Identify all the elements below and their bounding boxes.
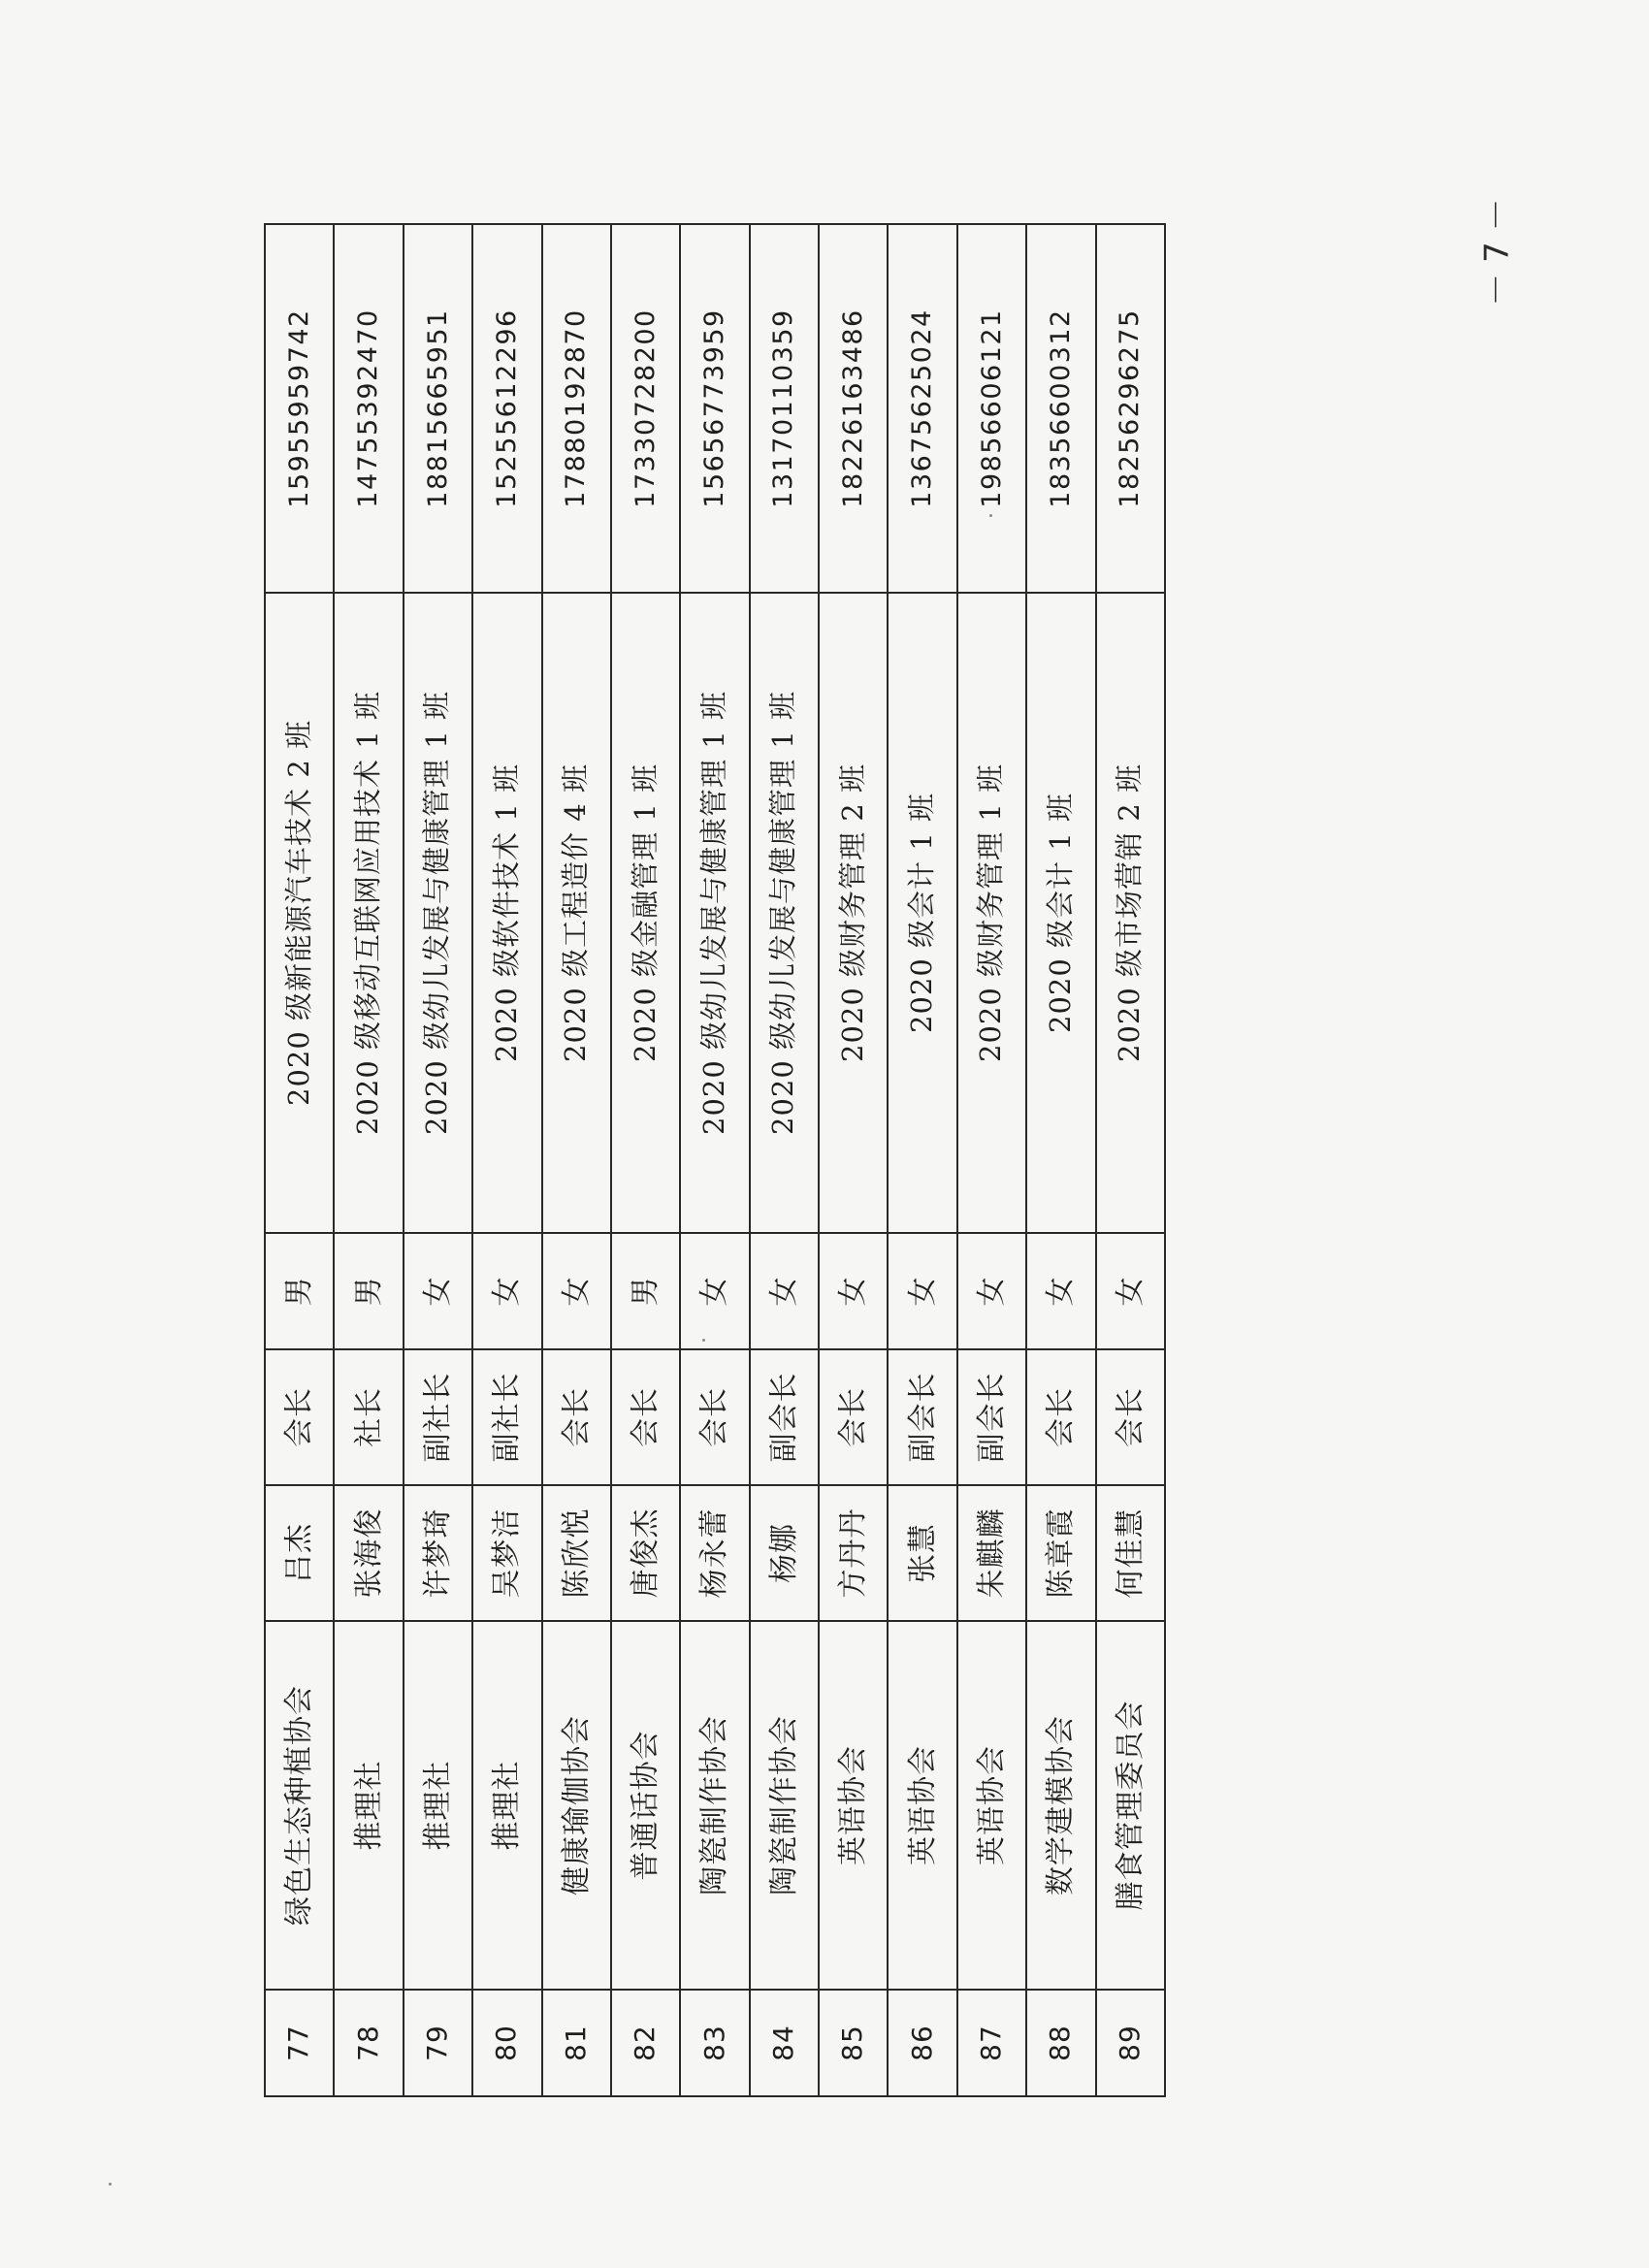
table-row bbox=[542, 224, 611, 2096]
member-position: 副社长 bbox=[472, 1349, 541, 1485]
member-phone: 13170110359 bbox=[750, 224, 819, 593]
table-row bbox=[888, 224, 956, 2096]
member-position: 会长 bbox=[611, 1349, 680, 1485]
member-name: 陈欣悦 bbox=[542, 1485, 611, 1621]
member-position: 副社长 bbox=[404, 1349, 472, 1485]
member-position: 会长 bbox=[680, 1349, 749, 1485]
table-row bbox=[957, 224, 1026, 2096]
member-name: 方丹丹 bbox=[819, 1485, 888, 1621]
member-gender: 女 bbox=[680, 1233, 749, 1349]
member-phone: 15255612296 bbox=[472, 224, 541, 593]
member-gender: 女 bbox=[542, 1233, 611, 1349]
club-name: 普通话协会 bbox=[611, 1621, 680, 1990]
row-number: 77 bbox=[265, 1990, 334, 2096]
member-position: 会长 bbox=[265, 1349, 334, 1485]
roster-table-rotated bbox=[264, 225, 1166, 2097]
member-position: 会长 bbox=[819, 1349, 888, 1485]
member-gender: 女 bbox=[1096, 1233, 1166, 1349]
row-number: 78 bbox=[334, 1990, 403, 2096]
member-phone: 17880192870 bbox=[542, 224, 611, 593]
table-row bbox=[472, 224, 541, 2096]
club-name: 陶瓷制作协会 bbox=[680, 1621, 749, 1990]
row-number: 81 bbox=[542, 1990, 611, 2096]
table-row bbox=[265, 224, 334, 2096]
member-position: 副会长 bbox=[750, 1349, 819, 1485]
member-name: 陈章霞 bbox=[1026, 1485, 1095, 1621]
scan-speck bbox=[702, 1339, 705, 1342]
table-row bbox=[404, 224, 472, 2096]
member-class: 2020 级市场营销 2 班 bbox=[1096, 593, 1166, 1233]
member-phone: 18356600312 bbox=[1026, 224, 1095, 593]
member-position: 会长 bbox=[542, 1349, 611, 1485]
page-number: － 7 － bbox=[1477, 198, 1517, 307]
member-class: 2020 级财务管理 2 班 bbox=[819, 593, 888, 1233]
row-number: 83 bbox=[680, 1990, 749, 2096]
table-row bbox=[750, 224, 819, 2096]
club-name: 推理社 bbox=[472, 1621, 541, 1990]
row-number: 80 bbox=[472, 1990, 541, 2096]
club-name: 陶瓷制作协会 bbox=[750, 1621, 819, 1990]
member-gender: 男 bbox=[265, 1233, 334, 1349]
roster-table-body bbox=[265, 224, 1165, 2096]
member-class: 2020 级软件技术 1 班 bbox=[472, 593, 541, 1233]
member-name: 张海俊 bbox=[334, 1485, 403, 1621]
member-gender: 女 bbox=[404, 1233, 472, 1349]
row-number: 82 bbox=[611, 1990, 680, 2096]
club-name: 推理社 bbox=[404, 1621, 472, 1990]
table-row bbox=[334, 224, 403, 2096]
member-gender: 女 bbox=[1026, 1233, 1095, 1349]
club-name: 绿色生态种植协会 bbox=[265, 1621, 334, 1990]
member-name: 许梦琦 bbox=[404, 1485, 472, 1621]
table-row bbox=[680, 224, 749, 2096]
club-name: 推理社 bbox=[334, 1621, 403, 1990]
member-position: 社长 bbox=[334, 1349, 403, 1485]
member-gender: 男 bbox=[611, 1233, 680, 1349]
row-number: 85 bbox=[819, 1990, 888, 2096]
member-class: 2020 级会计 1 班 bbox=[888, 593, 956, 1233]
member-phone: 17330728200 bbox=[611, 224, 680, 593]
member-phone: 15656773959 bbox=[680, 224, 749, 593]
member-gender: 女 bbox=[957, 1233, 1026, 1349]
member-class: 2020 级新能源汽车技术 2 班 bbox=[265, 593, 334, 1233]
member-class: 2020 级幼儿发展与健康管理 1 班 bbox=[750, 593, 819, 1233]
roster-table-frame bbox=[264, 225, 1166, 2097]
member-phone: 14755392470 bbox=[334, 224, 403, 593]
member-class: 2020 级财务管理 1 班 bbox=[957, 593, 1026, 1233]
row-number: 79 bbox=[404, 1990, 472, 2096]
member-gender: 男 bbox=[334, 1233, 403, 1349]
member-name: 张慧 bbox=[888, 1485, 956, 1621]
table-row bbox=[1026, 224, 1095, 2096]
row-number: 87 bbox=[957, 1990, 1026, 2096]
member-name: 杨娜 bbox=[750, 1485, 819, 1621]
member-gender: 女 bbox=[750, 1233, 819, 1349]
club-name: 数学建模协会 bbox=[1026, 1621, 1095, 1990]
member-phone: 18256296275 bbox=[1096, 224, 1166, 593]
club-name: 英语协会 bbox=[819, 1621, 888, 1990]
member-name: 朱麒麟 bbox=[957, 1485, 1026, 1621]
member-class: 2020 级会计 1 班 bbox=[1026, 593, 1095, 1233]
club-name: 健康瑜伽协会 bbox=[542, 1621, 611, 1990]
member-class: 2020 级幼儿发展与健康管理 1 班 bbox=[404, 593, 472, 1233]
member-phone: 13675625024 bbox=[888, 224, 956, 593]
member-phone: 18815665951 bbox=[404, 224, 472, 593]
scan-speck bbox=[109, 2183, 112, 2186]
club-name: 英语协会 bbox=[888, 1621, 956, 1990]
member-class: 2020 级移动互联网应用技术 1 班 bbox=[334, 593, 403, 1233]
table-row bbox=[611, 224, 680, 2096]
roster-table bbox=[264, 223, 1166, 2097]
member-phone: 19856606121 bbox=[957, 224, 1026, 593]
member-name: 杨永蕾 bbox=[680, 1485, 749, 1621]
member-gender: 女 bbox=[819, 1233, 888, 1349]
member-phone: 18226163486 bbox=[819, 224, 888, 593]
table-row bbox=[819, 224, 888, 2096]
member-name: 唐俊杰 bbox=[611, 1485, 680, 1621]
scan-speck bbox=[989, 514, 992, 517]
member-position: 会长 bbox=[1026, 1349, 1095, 1485]
row-number: 88 bbox=[1026, 1990, 1095, 2096]
row-number: 84 bbox=[750, 1990, 819, 2096]
member-name: 何佳慧 bbox=[1096, 1485, 1166, 1621]
table-row bbox=[1096, 224, 1166, 2096]
member-name: 吕杰 bbox=[265, 1485, 334, 1621]
member-class: 2020 级金融管理 1 班 bbox=[611, 593, 680, 1233]
member-position: 副会长 bbox=[888, 1349, 956, 1485]
club-name: 膳食管理委员会 bbox=[1096, 1621, 1166, 1990]
member-gender: 女 bbox=[888, 1233, 956, 1349]
member-gender: 女 bbox=[472, 1233, 541, 1349]
row-number: 86 bbox=[888, 1990, 956, 2096]
club-name: 英语协会 bbox=[957, 1621, 1026, 1990]
member-phone: 15955959742 bbox=[265, 224, 334, 593]
member-name: 吴梦洁 bbox=[472, 1485, 541, 1621]
member-position: 副会长 bbox=[957, 1349, 1026, 1485]
member-position: 会长 bbox=[1096, 1349, 1166, 1485]
member-class: 2020 级幼儿发展与健康管理 1 班 bbox=[680, 593, 749, 1233]
member-class: 2020 级工程造价 4 班 bbox=[542, 593, 611, 1233]
row-number: 89 bbox=[1096, 1990, 1166, 2096]
